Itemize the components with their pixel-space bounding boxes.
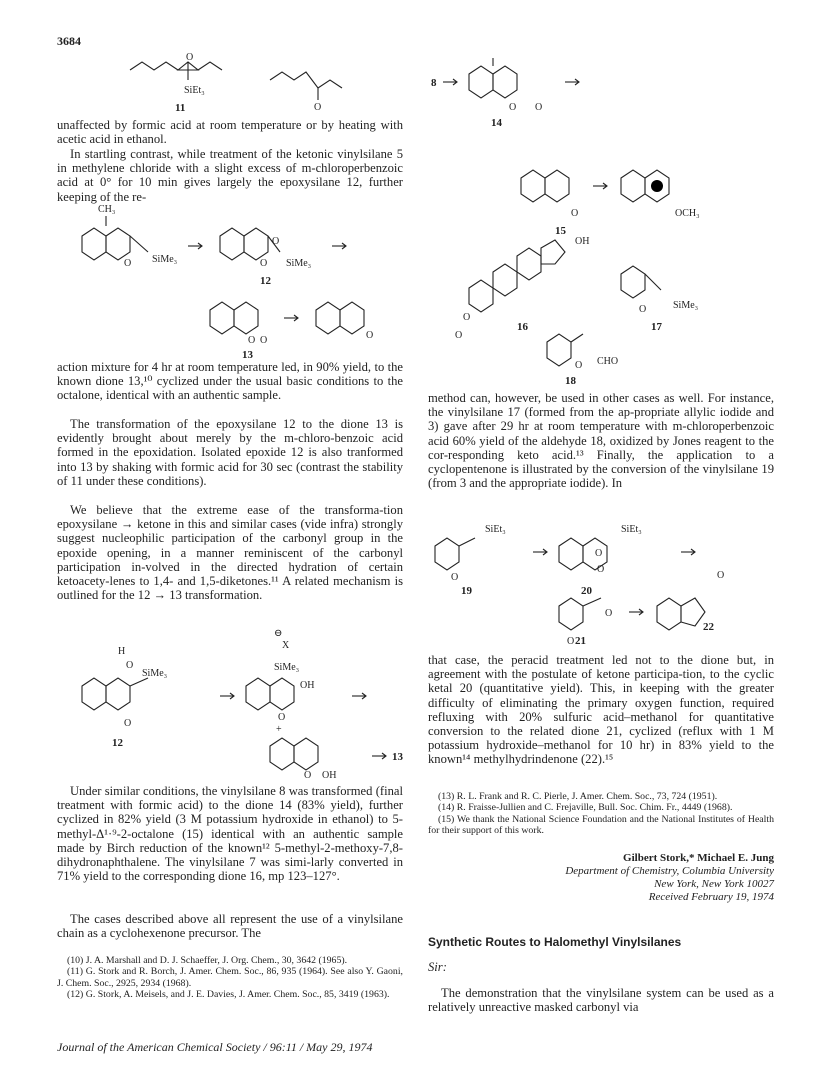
plus-h: H <box>118 646 126 657</box>
page-number: 3684 <box>57 34 81 48</box>
sieti-label: SiEt₃ <box>184 85 205 96</box>
o-19: O <box>451 572 459 583</box>
right-footnotes <box>428 791 774 836</box>
left-para-1: unaffected by formic acid at room temperature or by heating with acetic acid in ethanol. <box>57 118 403 147</box>
o-21a: O <box>567 636 575 647</box>
o-16b: O <box>455 330 463 341</box>
label-13: 13 <box>242 349 253 360</box>
affiliation-1: Department of Chemistry, Columbia University <box>565 865 774 877</box>
o-6: O <box>366 330 374 341</box>
left-para-6: Under similar conditions, the vinylsilane 8 was transformed (final treatment with formic acid) to the dione 14 (83% yield), further cyclized in 82% yield (3 M potassium hydroxide in ethanol) to 5-methyl-Δ¹·⁹-2-octalone (15) identical with an authentic sample made by Birch reduction of the known¹² 5-methyl-2-methoxy-7,8-dihydronaphthalene. The vinylsilane 7 was simi-larly converted in 71% yield to the corresponding dione 16, mp 123–127°. <box>57 784 403 884</box>
sime3-1: SiMe₃ <box>152 254 178 265</box>
scheme-right-top <box>425 38 785 438</box>
ch3-label: CH₃ <box>98 204 116 215</box>
o-4: O <box>248 335 256 346</box>
o-mech-4: O <box>304 770 312 780</box>
o-1: O <box>124 258 132 269</box>
oh-16: OH <box>575 236 590 247</box>
label-8: 8 <box>431 77 437 89</box>
o-21b: O <box>605 608 613 619</box>
o-18: O <box>575 360 583 371</box>
sime3-2: SiMe₃ <box>286 258 312 269</box>
received-date: Received February 19, 1974 <box>648 891 774 903</box>
label-17: 17 <box>651 321 662 333</box>
oh-mech: OH <box>300 680 315 691</box>
x-label: X <box>282 640 290 651</box>
scheme-19-22 <box>425 518 785 648</box>
footnote-14: (14) R. Fraisse-Jullien and C. Frejaville, Bull. Soc. Chim. Fr., 4449 (1968). <box>438 802 733 814</box>
label-15: 15 <box>555 225 566 237</box>
new-article-para: The demonstration that the vinylsilane system can be used as a relatively unreactive masked carbonyl via <box>428 986 774 1015</box>
o-3: O <box>260 258 268 269</box>
o-mech-2: O <box>124 718 132 729</box>
authors: Gilbert Stork,* Michael E. Jung <box>623 852 774 864</box>
label-11: 11 <box>175 102 186 114</box>
label-22: 22 <box>703 621 714 633</box>
sieti-20: SiEt₃ <box>621 524 642 535</box>
sime3-mech-1: SiMe₃ <box>142 668 168 679</box>
o-17: O <box>639 304 647 315</box>
footnote-10: (10) J. A. Marshall and D. J. Schaeffer, J. Org. Chem., 30, 3642 (1965). <box>67 955 348 966</box>
o-22: O <box>717 570 725 581</box>
label-20: 20 <box>581 585 592 597</box>
left-para-2: In startling contrast, while treatment of the ketonic vinylsilane 5 in methylene chloride with a slight excess of m-chloroperbenzoic acid at 0° for 10 min gives largely the epoxysilane 12, further keeping of the re- <box>57 147 403 204</box>
footnote-13: (13) R. L. Frank and R. C. Pierle, J. Amer. Chem. Soc., 73, 724 (1951). <box>438 791 718 802</box>
o-20b: O <box>597 564 605 575</box>
plus-mech: + <box>276 724 282 735</box>
cho-18: CHO <box>597 356 619 367</box>
left-para-4: The transformation of the epoxysilane 12 to the dione 13 is evidently brought about merely by the m-chloro-benzoic acid formed in the epoxidation. Isolated epoxide 12 is also tranformed into 13 by shaking with formic acid for 30 sec (contrast the stability of 11 under these conditions). <box>57 417 403 488</box>
o-20a: O <box>595 548 603 559</box>
label-21: 21 <box>575 635 586 647</box>
sime3-17: SiMe₃ <box>673 300 699 311</box>
minus-sign: ⊖ <box>274 628 283 639</box>
ketone-o: O <box>314 102 322 113</box>
scheme-mechanism <box>60 620 410 780</box>
o-2: O <box>272 236 280 247</box>
footnote-15: (15) We thank the National Science Foundation and the National Institutes of Health for their support of this work. <box>428 813 774 836</box>
label-13-arrow: 13 <box>392 751 403 763</box>
o-15: O <box>571 208 579 219</box>
footnote-11: (11) G. Stork and R. Borch, J. Amer. Chem. Soc., 86, 935 (1964). See also Y. Gaoni, J. Chem. Soc., 2925, 2934 (1968). <box>57 966 403 989</box>
label-19: 19 <box>461 585 472 597</box>
journal-footer: Journal of the American Chemical Society / 96:11 / May 29, 1974 <box>57 1040 373 1054</box>
o-14b: O <box>535 102 543 113</box>
article-title: Synthetic Routes to Halomethyl Vinylsilanes <box>428 935 682 949</box>
o-5: O <box>260 335 268 346</box>
sieti-19: SiEt₃ <box>485 524 506 535</box>
o-mech-3: O <box>278 712 286 723</box>
o-16a: O <box>463 312 471 323</box>
footnote-12: (12) G. Stork, A. Meisels, and J. E. Davies, J. Amer. Chem. Soc., 85, 3419 (1963). <box>67 988 390 1000</box>
o-14a: O <box>509 102 517 113</box>
right-para-1: method can, however, be used in other cases as well. For instance, the vinylsilane 17 (formed from the ap-propriate allylic iodide and 3) gave after 29 hr at room temperature with m-chloroperbenzoic acid 60% yield of the aldehyde 18, oxidized by Jones reagent to the cor-responding keto acid.¹³ Finally, the application to a cyclopentenone is illustrated by the conversion of the vinylsilane 19 (from 3 and the appropriate iodide). In <box>428 391 774 491</box>
epoxide-o: O <box>186 52 194 63</box>
scheme-12-13 <box>70 200 400 360</box>
scheme-11 <box>120 40 380 120</box>
label-12: 12 <box>260 275 271 287</box>
label-12b: 12 <box>112 737 123 749</box>
right-para-2: that case, the peracid treatment led not to the dione but, in agreement with the postulate of ketone participa-tion, to the cyclic ketal 20 (quantitative yield). This, in keeping with the greater difficulty of eliminating the primary oxygen function, required refluxing with 20% sulfuric acid–methanol for quantitative conversion to the related dione 21, cyclized (reflux with 1 M potassium hydroxide–methanol for 10 hr) in 83% yield to the known¹⁴ methylhydrindenone (22).¹⁵ <box>428 653 774 767</box>
o-mech-1: O <box>126 660 134 671</box>
label-18: 18 <box>565 375 576 387</box>
author-block <box>428 852 774 904</box>
label-16: 16 <box>517 321 528 333</box>
och3-15: OCH₃ <box>675 208 700 219</box>
left-footnotes <box>57 955 403 1000</box>
sime3-mech-2: SiMe₃ <box>274 662 300 673</box>
sir-salutation: Sir: <box>428 960 447 974</box>
left-para-5: We believe that the extreme ease of the transforma-tion epoxysilane → ketone in this and similar cases (vide infra) strongly suggest nucleophilic participation of the carbonyl group in the epoxide opening, in a manner reminiscent of the carbonyl participation in-volved in the directed hydration of certain ketoacety-lenes to 1,4- and 1,5-diketones.¹¹ A related mechanism is outlined for the 12 → 13 transformation. <box>57 503 403 603</box>
left-para-3: action mixture for 4 hr at room temperature led, in 90% yield, to the known dione 13,¹⁰ cyclized under the usual basic conditions to the octalone, identical with an authentic sample. <box>57 360 403 403</box>
oh-mech-2: OH <box>322 770 337 780</box>
left-para-7: The cases described above all represent the use of a vinylsilane chain as a cyclohexenone precursor. The <box>57 912 403 941</box>
label-14: 14 <box>491 117 502 129</box>
affiliation-2: New York, New York 10027 <box>654 878 774 890</box>
